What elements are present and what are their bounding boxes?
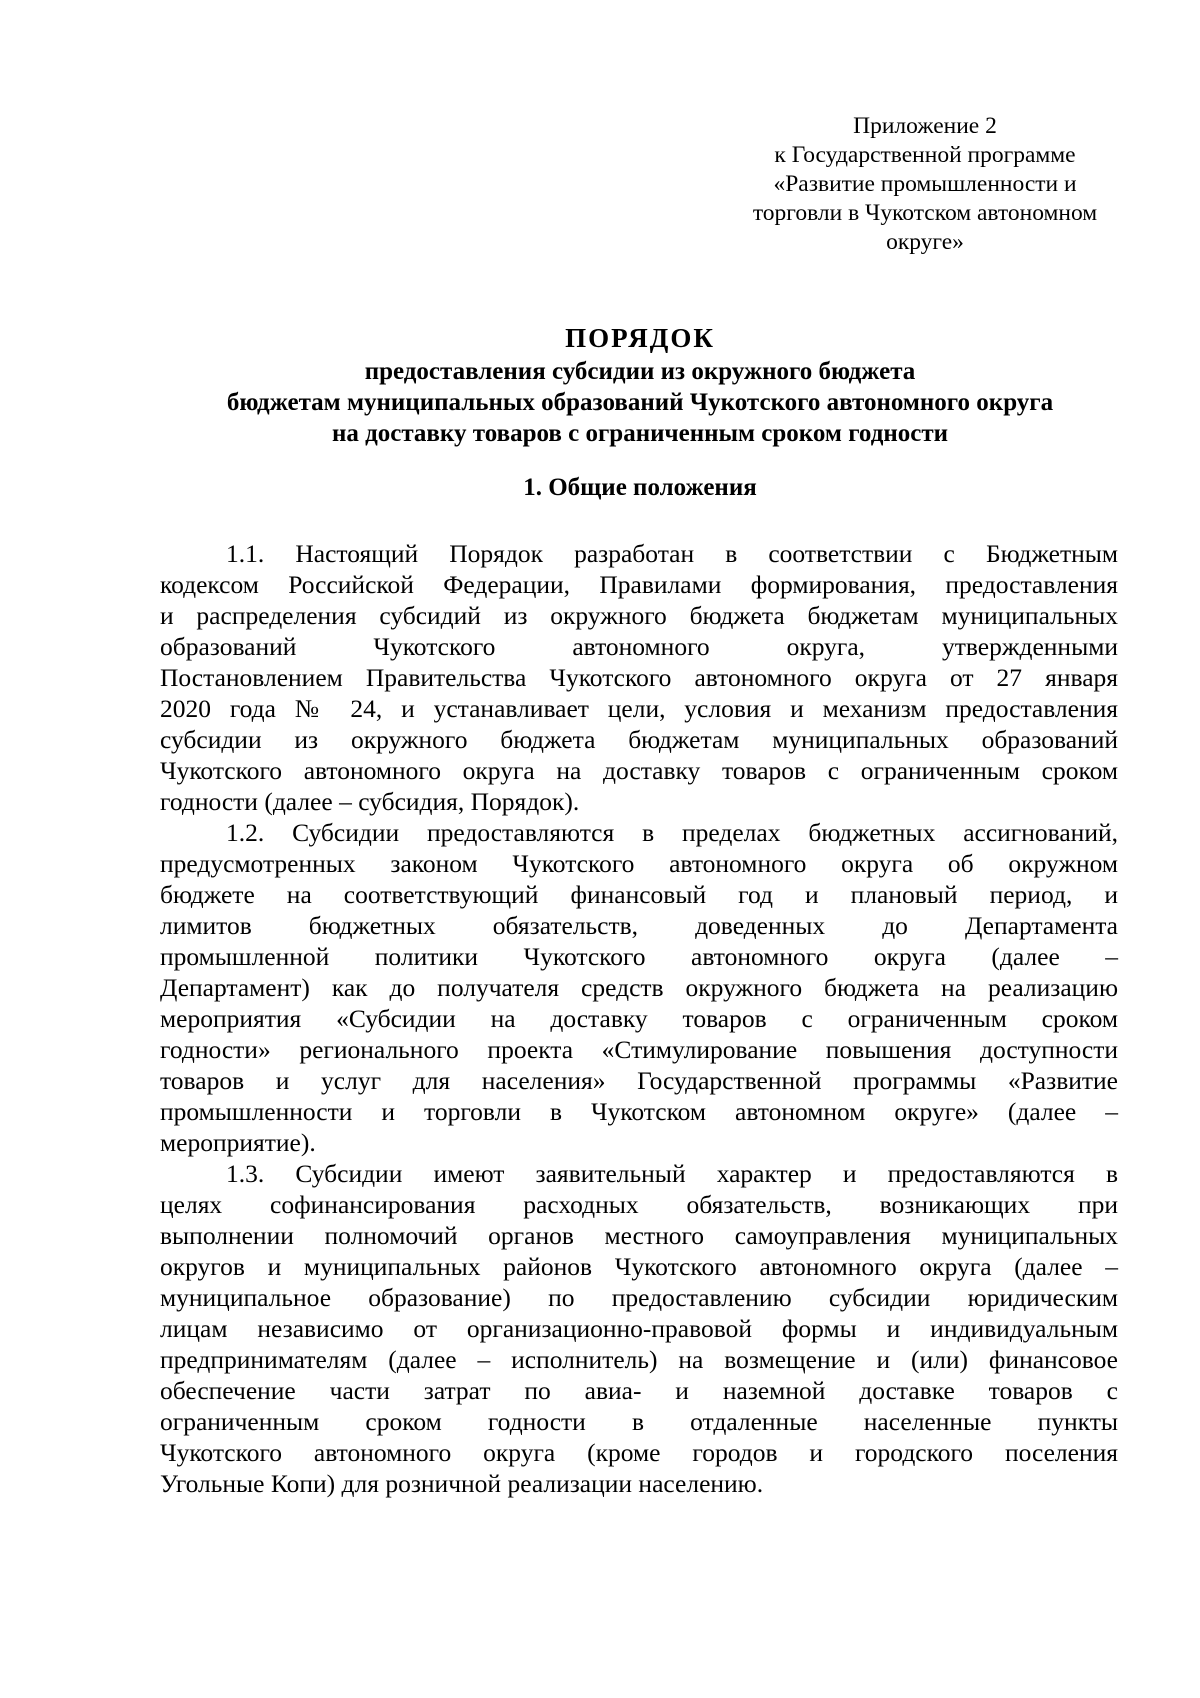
text-line: Угольные Копи) для розничной реализации населению. <box>160 1469 764 1498</box>
text-line: Департамент) как до получателя средств окружного бюджета на реализацию <box>160 973 1118 1002</box>
text-line: мероприятия «Субсидии на доставку товаров с ограниченным сроком <box>160 1004 1118 1033</box>
text-line: кодексом Российской Федерации, Правилами формирования, предоставления <box>160 570 1118 599</box>
paragraph-1-1 <box>160 538 1118 817</box>
text-line: 1.2. Субсидии предоставляются в пределах бюджетных ассигнований, <box>226 818 1118 847</box>
section-heading: 1. Общие положения <box>523 474 757 501</box>
text-line: лицам независимо от организационно-правовой формы и индивидуальным <box>160 1314 1118 1343</box>
text-line: субсидии из окружного бюджета бюджетам муниципальных образований <box>160 725 1118 754</box>
text-line: бюджете на соответствующий финансовый год и плановый период, и <box>160 880 1118 909</box>
subtitle-line: предоставления субсидии из окружного бюджета <box>364 358 916 385</box>
paragraph-1-3 <box>160 1158 1118 1499</box>
appendix-line: к Государственной программе <box>774 142 1076 168</box>
text-line: обеспечение части затрат по авиа- и наземной доставке товаров с <box>160 1376 1118 1405</box>
text-line: Постановлением Правительства Чукотского автономного округа от 27 января <box>160 663 1118 692</box>
document-title-block <box>160 320 1120 449</box>
text-line: выполнении полномочий органов местного самоуправления муниципальных <box>160 1221 1118 1250</box>
text-line: образований Чукотского автономного округа, утвержденными <box>160 632 1118 661</box>
text-line: промышленности и торговли в Чукотском автономном округе» (далее – <box>160 1097 1118 1126</box>
text-line: ограниченным сроком годности в отдаленные населенные пункты <box>160 1407 1118 1436</box>
text-line: предпринимателям (далее – исполнитель) на возмещение и (или) финансовое <box>160 1345 1118 1374</box>
text-line: и распределения субсидий из окружного бюджета бюджетам муниципальных <box>160 601 1118 630</box>
text-line: Чукотского автономного округа (кроме городов и городского поселения <box>160 1438 1118 1467</box>
subtitle-line: на доставку товаров с ограниченным сроком годности <box>331 420 949 447</box>
text-line: мероприятие). <box>160 1128 316 1157</box>
appendix-line: торговли в Чукотском автономном <box>752 200 1098 226</box>
appendix-note <box>735 112 1115 257</box>
paragraph-1-2 <box>160 817 1118 1158</box>
text-line: годности» регионального проекта «Стимулирование повышения доступности <box>160 1035 1118 1064</box>
appendix-line: округе» <box>886 229 964 255</box>
text-line: Чукотского автономного округа на доставку товаров с ограниченным сроком <box>160 756 1118 785</box>
text-line: 2020 года № 24, и устанавливает цели, условия и механизм предоставления <box>160 694 1118 723</box>
text-line: лимитов бюджетных обязательств, доведенных до Департамента <box>160 911 1118 940</box>
appendix-line: Приложение 2 <box>853 113 997 139</box>
text-line: предусмотренных законом Чукотского автономного округа об окружном <box>160 849 1118 878</box>
section-body <box>160 538 1118 1499</box>
text-line: муниципальное образование) по предоставлению субсидии юридическим <box>160 1283 1118 1312</box>
text-line: товаров и услуг для населения» Государственной программы «Развитие <box>160 1066 1118 1095</box>
subtitle-line: бюджетам муниципальных образований Чукотского автономного округа <box>226 389 1054 416</box>
document-subtitle <box>160 356 1120 449</box>
text-line: целях софинансирования расходных обязательств, возникающих при <box>160 1190 1118 1219</box>
text-line: 1.3. Субсидии имеют заявительный характер и предоставляются в <box>226 1159 1118 1188</box>
text-line: округов и муниципальных районов Чукотского автономного округа (далее – <box>160 1252 1118 1281</box>
text-line: промышленной политики Чукотского автономного округа (далее – <box>160 942 1118 971</box>
appendix-line: «Развитие промышленности и <box>773 171 1077 197</box>
text-line: годности (далее – субсидия, Порядок). <box>160 787 580 816</box>
document-title: ПОРЯДОК <box>565 323 715 353</box>
text-line: 1.1. Настоящий Порядок разработан в соответствии с Бюджетным <box>226 539 1118 568</box>
